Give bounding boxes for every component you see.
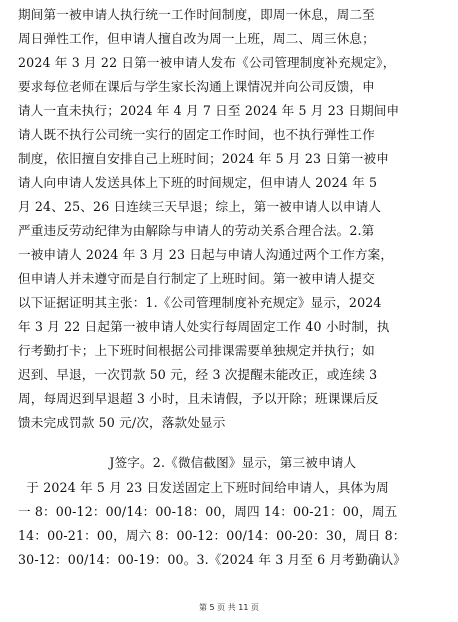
page-number-footer: 第 5 页 共 11 页 (199, 603, 259, 612)
body-text-line-2: 周日弹性工作，但申请人擅自改为周一上班，周二、周三休息； (18, 31, 375, 46)
body-text-line-16: 迟到、早退，一次罚款 50 元，经 3 次提醒未能改正，或连续 3 (18, 367, 378, 382)
body-text-line-3: 2024 年 3 月 22 日第一被申请人发布《公司管理制度补充规定》， (18, 55, 396, 70)
body-text-line-17: 周，每周迟到早退超 3 小时，且未请假，予以开除；班课课后反 (18, 391, 379, 406)
body-text-line-12: 但申请人并未遵守而是自行制定了上班时间。第一被申请人提交 (18, 271, 375, 286)
body-text-line-10: 严重违反劳动纪律为由解除与申请人的劳动关系合理合法。2.第 (18, 223, 375, 238)
body-text-line-11: 一被申请人 2024 年 3 月 23 日起与申请人沟通过两个工作方案， (18, 247, 394, 262)
body-text-line-7: 制度，依旧擅自安排自己上班时间；2024 年 5 月 23 日第一被申 (18, 151, 390, 166)
body-text-line-8: 请人向申请人发送具体上下班的时间规定，但申请人 2024 年 5 (18, 175, 378, 190)
body-text-line-1: 期间第一被申请人执行统一工作时间制度，即周一休息，周二至 (18, 7, 375, 22)
body-text-line-18: 馈未完成罚款 50 元/次，落款处显示 (18, 415, 226, 430)
body-text-line-21: 于 2024 年 5 月 23 日发送固定上下班时间给申请人，具体为周 (18, 480, 389, 495)
body-text-line-5: 请人一直未执行；2024 年 4 月 7 日至 2024 年 5 月 23 日期间申 (18, 103, 400, 118)
body-text-line-6: 请人既不执行公司统一实行的固定工作时间，也不执行弹性工作 (18, 127, 375, 142)
body-text-line-14: 年 3 月 22 日起第一被申请人处实行每周固定工作 40 小时制，执 (18, 319, 390, 334)
body-text-line-9: 月 24、25、26 日连续三天早退；综上，第一被申请人以申请人 (18, 199, 382, 214)
body-text-line-24: 30-12：00/14：00-19：00。3.《2024 年 3 月至 6 月考勤确认》 (18, 552, 406, 567)
body-text-line-22: 一 8：00-12：00/14：00-18：00，周四 14：00-21：00，周五 (18, 504, 398, 519)
body-text-line-23: 14：00-21：00，周六 8：00-12：00/14：00-20：30，周日 8： (18, 528, 406, 543)
body-text-line-4: 要求每位老师在课后与学生家长沟通上课情况并向公司反馈，申 (18, 79, 375, 94)
body-text-line-20: J签字。2.《微信截图》显示，第三被申请人 (18, 455, 357, 470)
body-text-line-15: 行考勤打卡；上下班时间根据公司排课需要单独规定并执行；如 (18, 343, 375, 358)
body-text-line-13: 以下证据证明其主张：1.《公司管理制度补充规定》显示，2024 (18, 295, 382, 310)
